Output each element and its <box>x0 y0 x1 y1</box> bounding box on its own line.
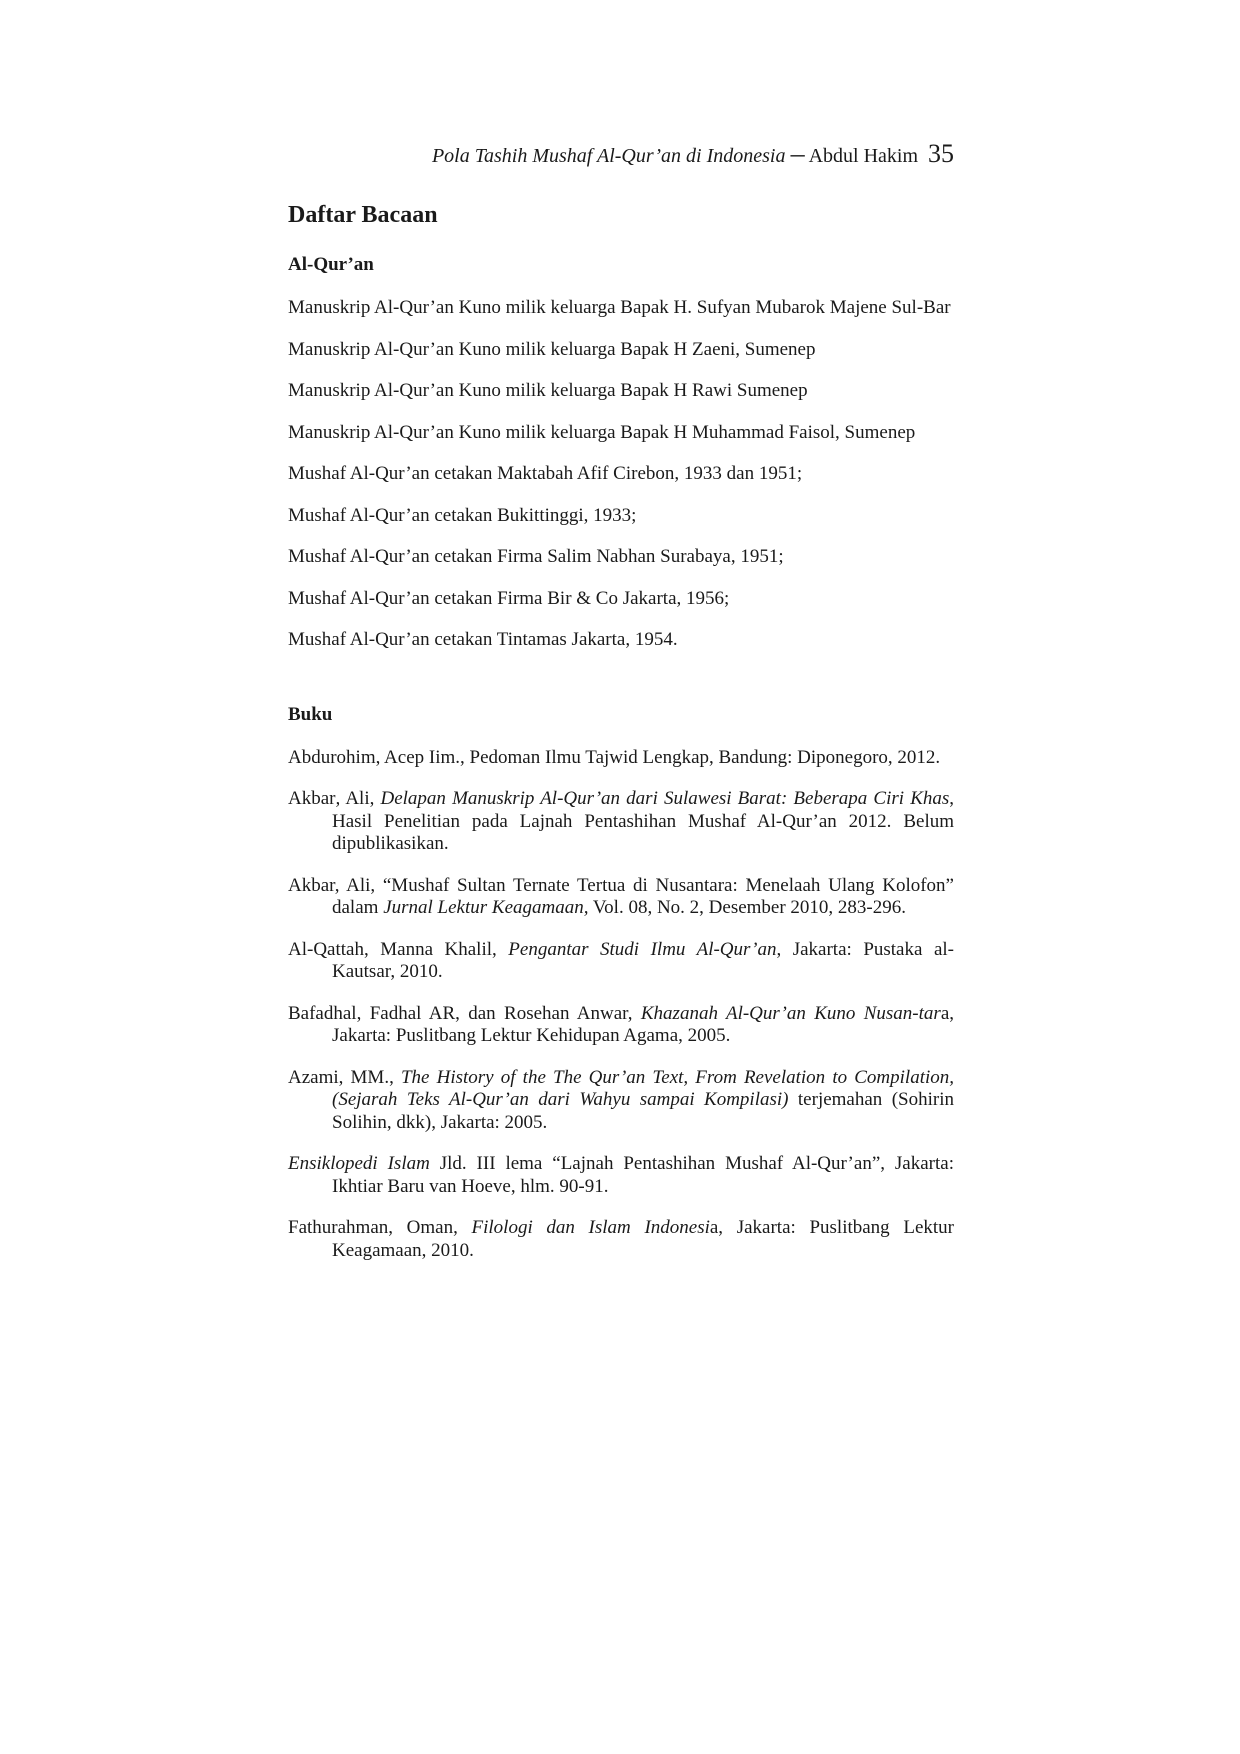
reference-text: , Jakarta: Pustaka al-Kautsar, 2010. <box>332 938 954 982</box>
reference-text: Manuskrip Al-Qur’an Kuno milik keluarga Bapak H Rawi Sumenep <box>288 380 808 401</box>
section-title-buku: Buku <box>288 703 333 725</box>
reference-italic-text: Pengantar Studi Ilmu Al-Qur’an <box>508 938 777 960</box>
section-title-alquran: Al-Qur’an <box>288 254 374 275</box>
page-number: 35 <box>928 139 954 168</box>
reference-text: Manuskrip Al-Qur’an Kuno milik keluarga Bapak H Muhammad Faisol, Sumenep <box>288 421 916 443</box>
reference-text: Fathurahman, Oman, <box>288 1217 472 1238</box>
reference-italic-text: , <box>335 788 341 809</box>
reference-entry <box>288 788 954 856</box>
reference-text: terjemahan (Sohirin Solihin, dkk), Jakarta: 2005. <box>332 1089 954 1133</box>
reference-text: Al-Qattah, Manna Khalil, <box>288 938 509 960</box>
reference-entry <box>288 422 954 445</box>
reference-italic-text: Jurnal Lektur Keagamaan, <box>383 897 589 918</box>
reference-entry <box>288 380 954 403</box>
reference-italic-text: Ensiklopedi Islam <box>288 1153 430 1174</box>
reference-list-alquran <box>288 297 954 652</box>
reference-text: Mushaf Al-Qur’an cetakan Firma Bir & Co Jakarta, 1956; <box>288 587 730 609</box>
reference-list-buku <box>288 747 954 1263</box>
reference-text: Manuskrip Al-Qur’an Kuno milik keluarga Bapak H. Sufyan Mubarok Majene Sul-Bar <box>288 297 951 318</box>
reference-entry <box>288 546 954 569</box>
reference-entry <box>288 1003 954 1048</box>
reference-text: Abdurohim, Acep Iim., Pedoman Ilmu Tajwid Lengkap, Bandung: Diponegoro, 2012. <box>288 746 941 768</box>
reference-entry <box>288 1067 954 1135</box>
reference-italic-text: Filologi dan Islam Indonesi <box>471 1217 710 1238</box>
reference-text: Akbar, Ali, “Mushaf Sultan Ternate Tertua di Nusantara: Menelaah Ulang Kolofon” dalam <box>288 874 954 918</box>
reference-text: Mushaf Al-Qur’an cetakan Tintamas Jakarta, 1954. <box>288 629 678 650</box>
reference-text: , Hasil Penelitian pada Lajnah Pentashihan Mushaf Al-Qur’an 2012. Belum dipublikasikan. <box>332 788 955 854</box>
header-separator: ─ <box>785 145 809 167</box>
reference-text: a, Jakarta: Puslitbang Lektur Keagamaan, 2010. <box>332 1217 954 1261</box>
reference-entry <box>288 1217 954 1262</box>
bibliography <box>288 200 954 1274</box>
reference-text: Akbar <box>288 788 336 809</box>
reference-entry <box>288 588 954 611</box>
reference-italic-text: Delapan Manuskrip Al-Qur’an dari Sulawesi Barat: Beberapa Ciri Khas <box>380 788 950 809</box>
running-title: Pola Tashih Mushaf Al-Qur’an di Indonesia <box>431 145 786 167</box>
reference-entry <box>288 875 954 920</box>
reference-entry <box>288 747 954 770</box>
reference-text: Azami, MM., <box>288 1066 401 1088</box>
reference-text: Manuskrip Al-Qur’an Kuno milik keluarga Bapak H Zaeni, Sumenep <box>288 338 816 360</box>
reference-italic-text: The History of the The Qur’an Text, From Revelation to Compilation, (Sejarah Teks Al-Qur’an dari Wahyu sampai Kompilasi) <box>332 1066 955 1110</box>
reference-entry <box>288 505 954 528</box>
section-gap <box>288 664 954 702</box>
reference-entry <box>288 339 954 362</box>
reference-text: Mushaf Al-Qur’an cetakan Firma Salim Nabhan Surabaya, 1951; <box>288 546 784 567</box>
reference-text: Jld. III lema “Lajnah Pentashihan Mushaf Al-Qur’an”, Jakarta: Ikhtiar Baru van Hoeve, hlm. 90-91. <box>332 1153 954 1197</box>
reference-text: Vol. 08, No. 2, Desember 2010, 283-296. <box>588 897 907 918</box>
reference-text: Mushaf Al-Qur’an cetakan Bukittinggi, 1933; <box>288 504 637 526</box>
bibliography-heading: Daftar Bacaan <box>288 202 438 228</box>
reference-text: a, Jakarta: Puslitbang Lektur Kehidupan Agama, 2005. <box>332 1002 954 1046</box>
reference-entry <box>288 629 954 652</box>
header-author: Abdul Hakim <box>808 145 918 167</box>
reference-italic-text: Khazanah Al-Qur’an Kuno Nusan-tar <box>640 1002 941 1024</box>
reference-entry <box>288 1153 954 1198</box>
reference-entry <box>288 463 954 486</box>
reference-text: Ali, <box>340 788 381 809</box>
reference-entry <box>288 297 954 320</box>
reference-text: Bafadhal, Fadhal AR, dan Rosehan Anwar, <box>288 1002 641 1024</box>
reference-text: Mushaf Al-Qur’an cetakan Maktabah Afif Cirebon, 1933 dan 1951; <box>288 463 803 484</box>
running-header <box>290 140 954 170</box>
reference-entry <box>288 939 954 984</box>
